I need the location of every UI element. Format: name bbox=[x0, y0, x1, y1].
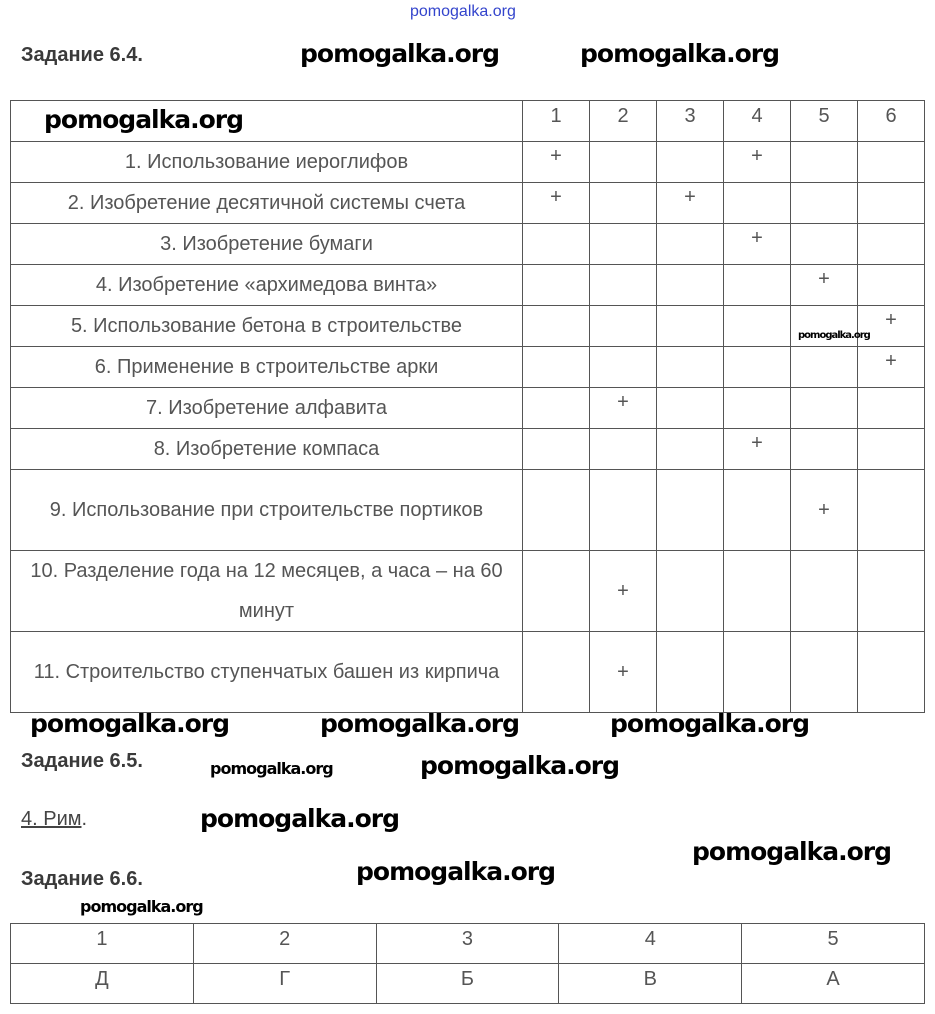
plus-mark: + bbox=[818, 499, 830, 521]
table-header-row bbox=[11, 924, 925, 964]
mark-cell bbox=[523, 388, 590, 429]
column-header: 5 bbox=[791, 101, 858, 142]
column-header: 2 bbox=[590, 101, 657, 142]
column-header: 3 bbox=[376, 924, 559, 964]
row-label: 6. Применение в строительстве арки bbox=[11, 347, 523, 388]
answer-cell: Г bbox=[193, 964, 376, 1004]
mark-cell bbox=[523, 183, 590, 224]
task-6-4-table bbox=[10, 100, 925, 713]
watermark: pomogalka.org bbox=[610, 709, 810, 738]
watermark: pomogalka.org bbox=[210, 759, 333, 778]
row-label: 9. Использование при строительстве портиков bbox=[11, 470, 523, 551]
answer-cell: Д bbox=[11, 964, 194, 1004]
mark-cell bbox=[590, 388, 657, 429]
watermark: pomogalka.org bbox=[420, 751, 620, 780]
mark-cell bbox=[791, 347, 858, 388]
table-row bbox=[11, 470, 925, 551]
mark-cell bbox=[523, 429, 590, 470]
mark-cell bbox=[724, 388, 791, 429]
mark-cell bbox=[724, 142, 791, 183]
plus-mark: + bbox=[550, 186, 562, 208]
mark-cell bbox=[791, 265, 858, 306]
table-row bbox=[11, 551, 925, 632]
mark-cell bbox=[724, 470, 791, 551]
mark-cell bbox=[858, 142, 925, 183]
row-label: 5. Использование бетона в строительстве bbox=[11, 306, 523, 347]
watermark: pomogalka.org bbox=[320, 709, 520, 738]
table-row bbox=[11, 183, 925, 224]
watermark: pomogalka.org bbox=[356, 857, 556, 886]
plus-mark: + bbox=[550, 145, 562, 167]
task-6-5-title: Задание 6.5. bbox=[21, 750, 143, 772]
plus-mark: + bbox=[617, 580, 629, 602]
watermark: pomogalka.org bbox=[200, 804, 400, 833]
task-6-6-table bbox=[10, 923, 925, 1004]
mark-cell bbox=[858, 183, 925, 224]
column-header: 3 bbox=[657, 101, 724, 142]
table-row bbox=[11, 306, 925, 347]
answer-cell: А bbox=[742, 964, 925, 1004]
mark-cell bbox=[590, 224, 657, 265]
plus-mark: + bbox=[751, 432, 763, 454]
mark-cell bbox=[657, 306, 724, 347]
mark-cell bbox=[791, 429, 858, 470]
row-label: 3. Изобретение бумаги bbox=[11, 224, 523, 265]
mark-cell bbox=[791, 224, 858, 265]
column-header: 1 bbox=[11, 924, 194, 964]
row-label: 2. Изобретение десятичной системы счета bbox=[11, 183, 523, 224]
mark-cell bbox=[791, 142, 858, 183]
mark-cell bbox=[724, 224, 791, 265]
answer-cell: В bbox=[559, 964, 742, 1004]
mark-cell bbox=[858, 224, 925, 265]
mark-cell bbox=[791, 632, 858, 713]
column-header: 4 bbox=[559, 924, 742, 964]
mark-cell bbox=[590, 265, 657, 306]
watermark: pomogalka.org bbox=[798, 330, 870, 341]
answer-text: 4. Рим bbox=[21, 808, 82, 830]
mark-cell bbox=[523, 551, 590, 632]
table-row bbox=[11, 224, 925, 265]
column-header: 5 bbox=[742, 924, 925, 964]
table-row bbox=[11, 142, 925, 183]
mark-cell bbox=[590, 551, 657, 632]
mark-cell bbox=[657, 347, 724, 388]
mark-cell bbox=[791, 551, 858, 632]
column-header: 1 bbox=[523, 101, 590, 142]
watermark: pomogalka.org bbox=[80, 897, 203, 916]
mark-cell bbox=[724, 429, 791, 470]
row-label: 11. Строительство ступенчатых башен из кирпича bbox=[11, 632, 523, 713]
mark-cell bbox=[657, 142, 724, 183]
plus-mark: + bbox=[751, 145, 763, 167]
plus-mark: + bbox=[751, 227, 763, 249]
task-6-5-answer bbox=[21, 808, 87, 831]
mark-cell bbox=[523, 347, 590, 388]
table-row bbox=[11, 347, 925, 388]
table-row bbox=[11, 632, 925, 713]
row-label: 7. Изобретение алфавита bbox=[11, 388, 523, 429]
mark-cell bbox=[657, 632, 724, 713]
mark-cell bbox=[523, 265, 590, 306]
watermark: pomogalka.org bbox=[692, 837, 892, 866]
table-row bbox=[11, 964, 925, 1004]
watermark: pomogalka.org bbox=[580, 39, 780, 68]
mark-cell bbox=[858, 551, 925, 632]
answer-suffix: . bbox=[81, 808, 88, 830]
mark-cell bbox=[724, 306, 791, 347]
mark-cell bbox=[523, 224, 590, 265]
watermark: pomogalka.org bbox=[30, 709, 230, 738]
mark-cell bbox=[657, 183, 724, 224]
mark-cell bbox=[858, 632, 925, 713]
task-6-6-title: Задание 6.6. bbox=[21, 868, 143, 890]
row-label: 1. Использование иероглифов bbox=[11, 142, 523, 183]
mark-cell bbox=[657, 224, 724, 265]
mark-cell bbox=[858, 429, 925, 470]
mark-cell bbox=[523, 306, 590, 347]
mark-cell bbox=[724, 632, 791, 713]
plus-mark: + bbox=[617, 661, 629, 683]
plus-mark: + bbox=[885, 309, 897, 331]
mark-cell bbox=[590, 429, 657, 470]
site-watermark-header[interactable]: pomogalka.org bbox=[410, 3, 516, 20]
mark-cell bbox=[657, 429, 724, 470]
row-label: 8. Изобретение компаса bbox=[11, 429, 523, 470]
mark-cell bbox=[657, 470, 724, 551]
plus-mark: + bbox=[885, 350, 897, 372]
mark-cell bbox=[858, 347, 925, 388]
watermark: pomogalka.org bbox=[44, 105, 244, 134]
plus-mark: + bbox=[684, 186, 696, 208]
watermark: pomogalka.org bbox=[300, 39, 500, 68]
mark-cell bbox=[858, 265, 925, 306]
task-6-4-title: Задание 6.4. bbox=[21, 44, 143, 66]
mark-cell bbox=[791, 388, 858, 429]
mark-cell bbox=[590, 142, 657, 183]
mark-cell bbox=[523, 470, 590, 551]
mark-cell bbox=[858, 470, 925, 551]
column-header: 2 bbox=[193, 924, 376, 964]
mark-cell bbox=[590, 306, 657, 347]
mark-cell bbox=[791, 470, 858, 551]
row-label: 4. Изобретение «архимедова винта» bbox=[11, 265, 523, 306]
mark-cell bbox=[590, 347, 657, 388]
mark-cell bbox=[590, 632, 657, 713]
plus-mark: + bbox=[818, 268, 830, 290]
mark-cell bbox=[590, 470, 657, 551]
plus-mark: + bbox=[617, 391, 629, 413]
mark-cell bbox=[523, 632, 590, 713]
column-header: 4 bbox=[724, 101, 791, 142]
mark-cell bbox=[724, 347, 791, 388]
mark-cell bbox=[791, 183, 858, 224]
mark-cell bbox=[724, 265, 791, 306]
table-row bbox=[11, 388, 925, 429]
mark-cell bbox=[657, 388, 724, 429]
mark-cell bbox=[590, 183, 657, 224]
mark-cell bbox=[523, 142, 590, 183]
mark-cell bbox=[724, 551, 791, 632]
mark-cell bbox=[657, 265, 724, 306]
table-row bbox=[11, 429, 925, 470]
row-label: 10. Разделение года на 12 месяцев, а часа – на 60 минут bbox=[11, 551, 523, 632]
column-header: 6 bbox=[858, 101, 925, 142]
answer-cell: Б bbox=[376, 964, 559, 1004]
mark-cell bbox=[858, 388, 925, 429]
table-row bbox=[11, 265, 925, 306]
mark-cell bbox=[724, 183, 791, 224]
mark-cell bbox=[657, 551, 724, 632]
